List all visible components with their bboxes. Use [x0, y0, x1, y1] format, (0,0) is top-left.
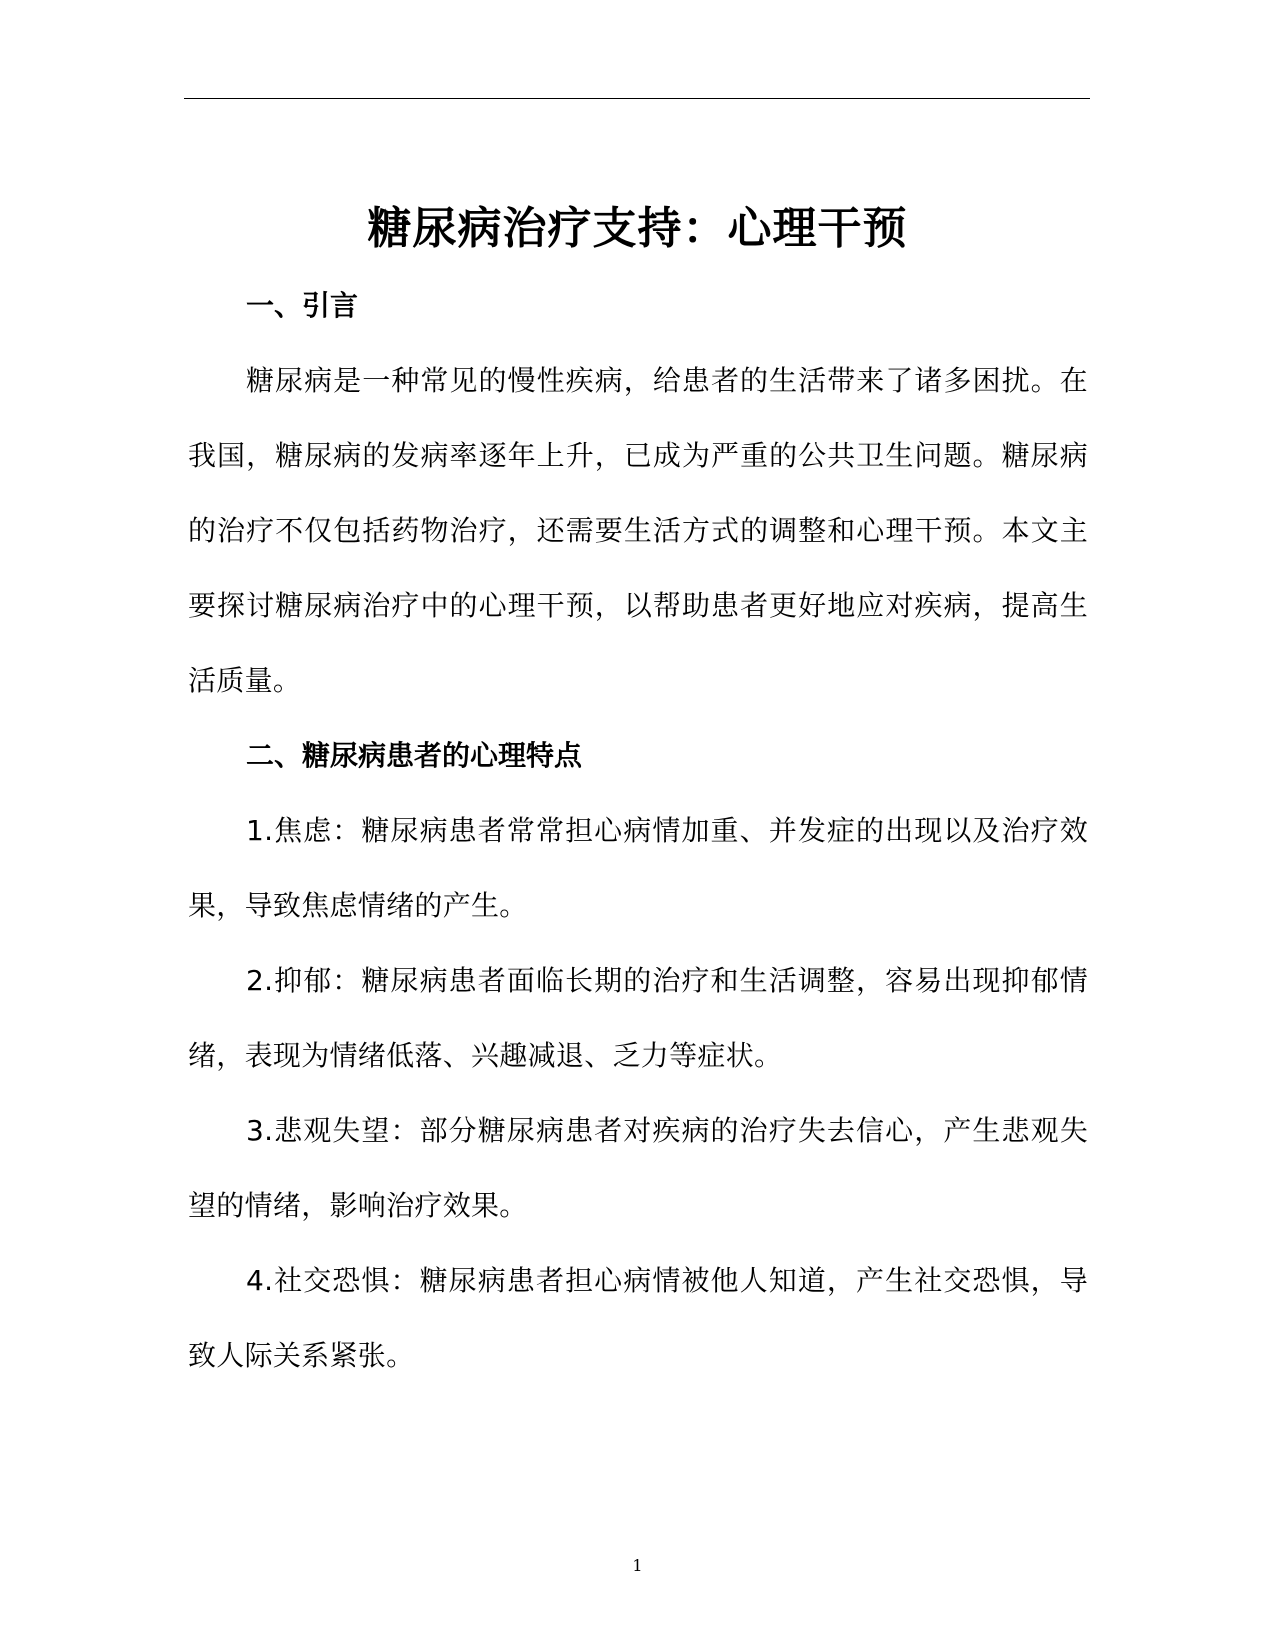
- header-rule: [184, 98, 1090, 99]
- document-title: 糖尿病治疗支持：心理干预: [367, 203, 908, 255]
- paragraph-introduction: 糖尿病是一种常见的慢性疾病，给患者的生活带来了诸多困扰。在我国，糖尿病的发病率逐年上升，已成为严重的公共卫生问题。糖尿病的治疗不仅包括药物治疗，还需要生活方式的调整和心理干预。本文主要探讨糖尿病治疗中的心理干预，以帮助患者更好地应对疾病，提高生活质量。: [188, 364, 1088, 697]
- paragraph-depression: 2.抑郁：糖尿病患者面临长期的治疗和生活调整，容易出现抑郁情绪，表现为情绪低落、兴趣减退、乏力等症状。: [188, 964, 1088, 1072]
- section-heading-psychological-traits: 二、糖尿病患者的心理特点: [246, 739, 583, 772]
- document-body: [188, 268, 1088, 1393]
- paragraph-pessimism: 3.悲观失望：部分糖尿病患者对疾病的治疗失去信心，产生悲观失望的情绪，影响治疗效果。: [188, 1114, 1088, 1222]
- paragraph-anxiety: 1.焦虑：糖尿病患者常常担心病情加重、并发症的出现以及治疗效果，导致焦虑情绪的产生。: [188, 814, 1088, 922]
- section-heading-introduction: 一、引言: [246, 289, 359, 322]
- paragraph-social-fear: 4.社交恐惧：糖尿病患者担心病情被他人知道，产生社交恐惧，导致人际关系紧张。: [188, 1264, 1088, 1372]
- page-number: 1: [632, 1556, 643, 1575]
